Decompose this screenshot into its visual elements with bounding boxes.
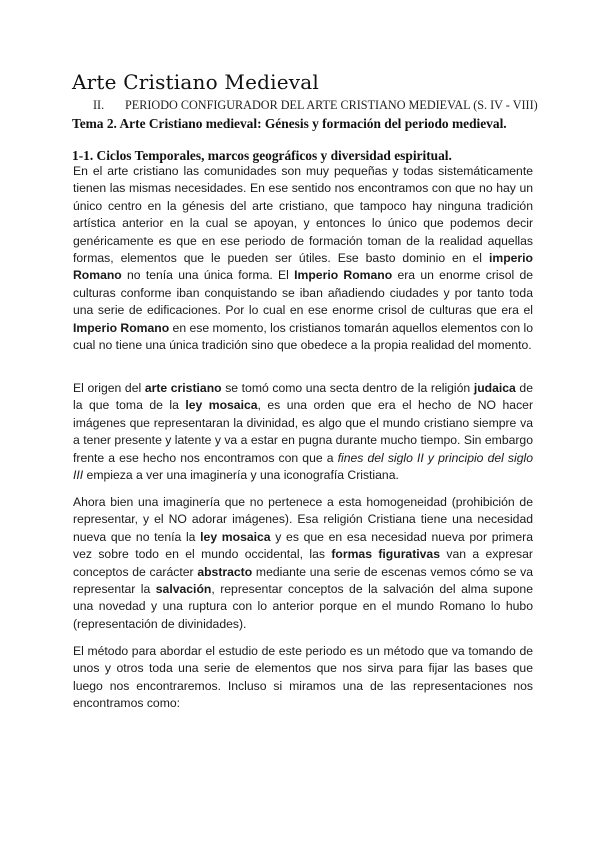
paragraph-2 — [73, 380, 533, 484]
paragraph-4 — [73, 643, 533, 713]
text-run: En el arte cristiano las comunidades son muy pequeñas y todas sistemáticamente tienen las mismas necesidades. En ese sentido nos encontramos con que no hay un único centro en la génesis del arte cristiano, que tampoco hay ninguna tradición artística anterior en la cual se apoyan, y entonces lo único que podemos decir genéricamente es que en ese periodo de formación toman de la realidad aquellas formas, elementos que le pueden ser útiles. Ese basto dominio en el — [73, 164, 533, 266]
paragraph-1 — [73, 163, 533, 354]
document-title: Arte Cristiano Medieval — [72, 70, 319, 94]
text-run: de la que toma de la — [73, 381, 533, 413]
bold-term: salvación — [155, 582, 212, 597]
text-run: mediante una serie de escenas vemos cómo se va representar la — [73, 564, 533, 597]
bold-term: ley mosaica — [185, 398, 258, 413]
bold-term: arte cristiano — [144, 381, 222, 395]
text-run: , representar conceptos de la salvación del alma supone una novedad y una ruptura con lo anterior porque en el mundo Romano lo hubo (representación de divinidades). — [73, 582, 533, 631]
text-run: era un enorme crisol de culturas conforme iban conquistando se iban añadiendo ciudades y por tanto toda una serie de edificaciones. Por lo cual en ese enorme crisol de culturas que era el — [73, 268, 534, 318]
bold-term: Imperio Romano — [294, 268, 393, 283]
bold-term: imperio Romano — [73, 251, 533, 283]
section-heading — [93, 98, 538, 113]
section-number: II. — [93, 98, 105, 112]
text-run: van a expresar conceptos de carácter — [73, 547, 533, 579]
text-run: empieza a ver una imaginería y una iconografía Cristiana. — [83, 468, 399, 483]
text-run: Ahora bien una imaginería que no pertenece a esta homogeneidad (prohibición de representar, y el NO adorar imágenes). Esa religión Cristiana tiene una necesidad nueva que no tenía la — [73, 495, 533, 544]
bold-term: abstracto — [197, 564, 253, 579]
text-run: en ese momento, los cristianos tomarán aquellos elementos con lo cual no tiene una única tradición sino que obedece a la propia realidad del momento. — [73, 320, 534, 353]
italic-phrase: fines del siglo II y principio del siglo III — [73, 450, 533, 483]
text-run: no tenía una única forma. El — [121, 268, 295, 283]
bold-term: judaica — [473, 381, 516, 395]
paragraph-3 — [73, 494, 533, 633]
text-run: El método para abordar el estudio de este periodo es un método que va tomando de unos y otros toda una serie de elementos que nos sirva para fijar las bases que luego nos encontraremos. Incluso si miramos una de las representaciones nos encontramos como: — [73, 644, 533, 711]
text-run: se tomó como una secta dentro de la religión — [221, 381, 474, 395]
section-title: PERIODO CONFIGURADOR DEL ARTE CRISTIANO MEDIEVAL (S. IV - VIII) — [125, 98, 538, 112]
text-run: El origen del — [73, 381, 145, 395]
bold-term: formas figurativas — [331, 547, 440, 562]
text-run: , es una orden que era el hecho de NO hacer imágenes que representaran la divinidad, es algo que el mundo cristiano siempre va a tener presente y latente y va a estar en pugna durante mucho tiempo. Sin embargo frente a ese hecho nos encontramos con que a — [73, 398, 533, 465]
subsection-heading: 1-1. Ciclos Temporales, marcos geográficos y diversidad espiritual. — [72, 148, 452, 163]
tema-heading: Tema 2. Arte Cristiano medieval: Génesis y formación del periodo medieval. — [72, 116, 507, 131]
bold-term: Imperio Romano — [73, 320, 170, 335]
bold-term: ley mosaica — [200, 529, 271, 544]
text-run: y es que en esa necesidad nueva por primera vez sobre todo en el mundo occidental, las — [73, 529, 534, 562]
